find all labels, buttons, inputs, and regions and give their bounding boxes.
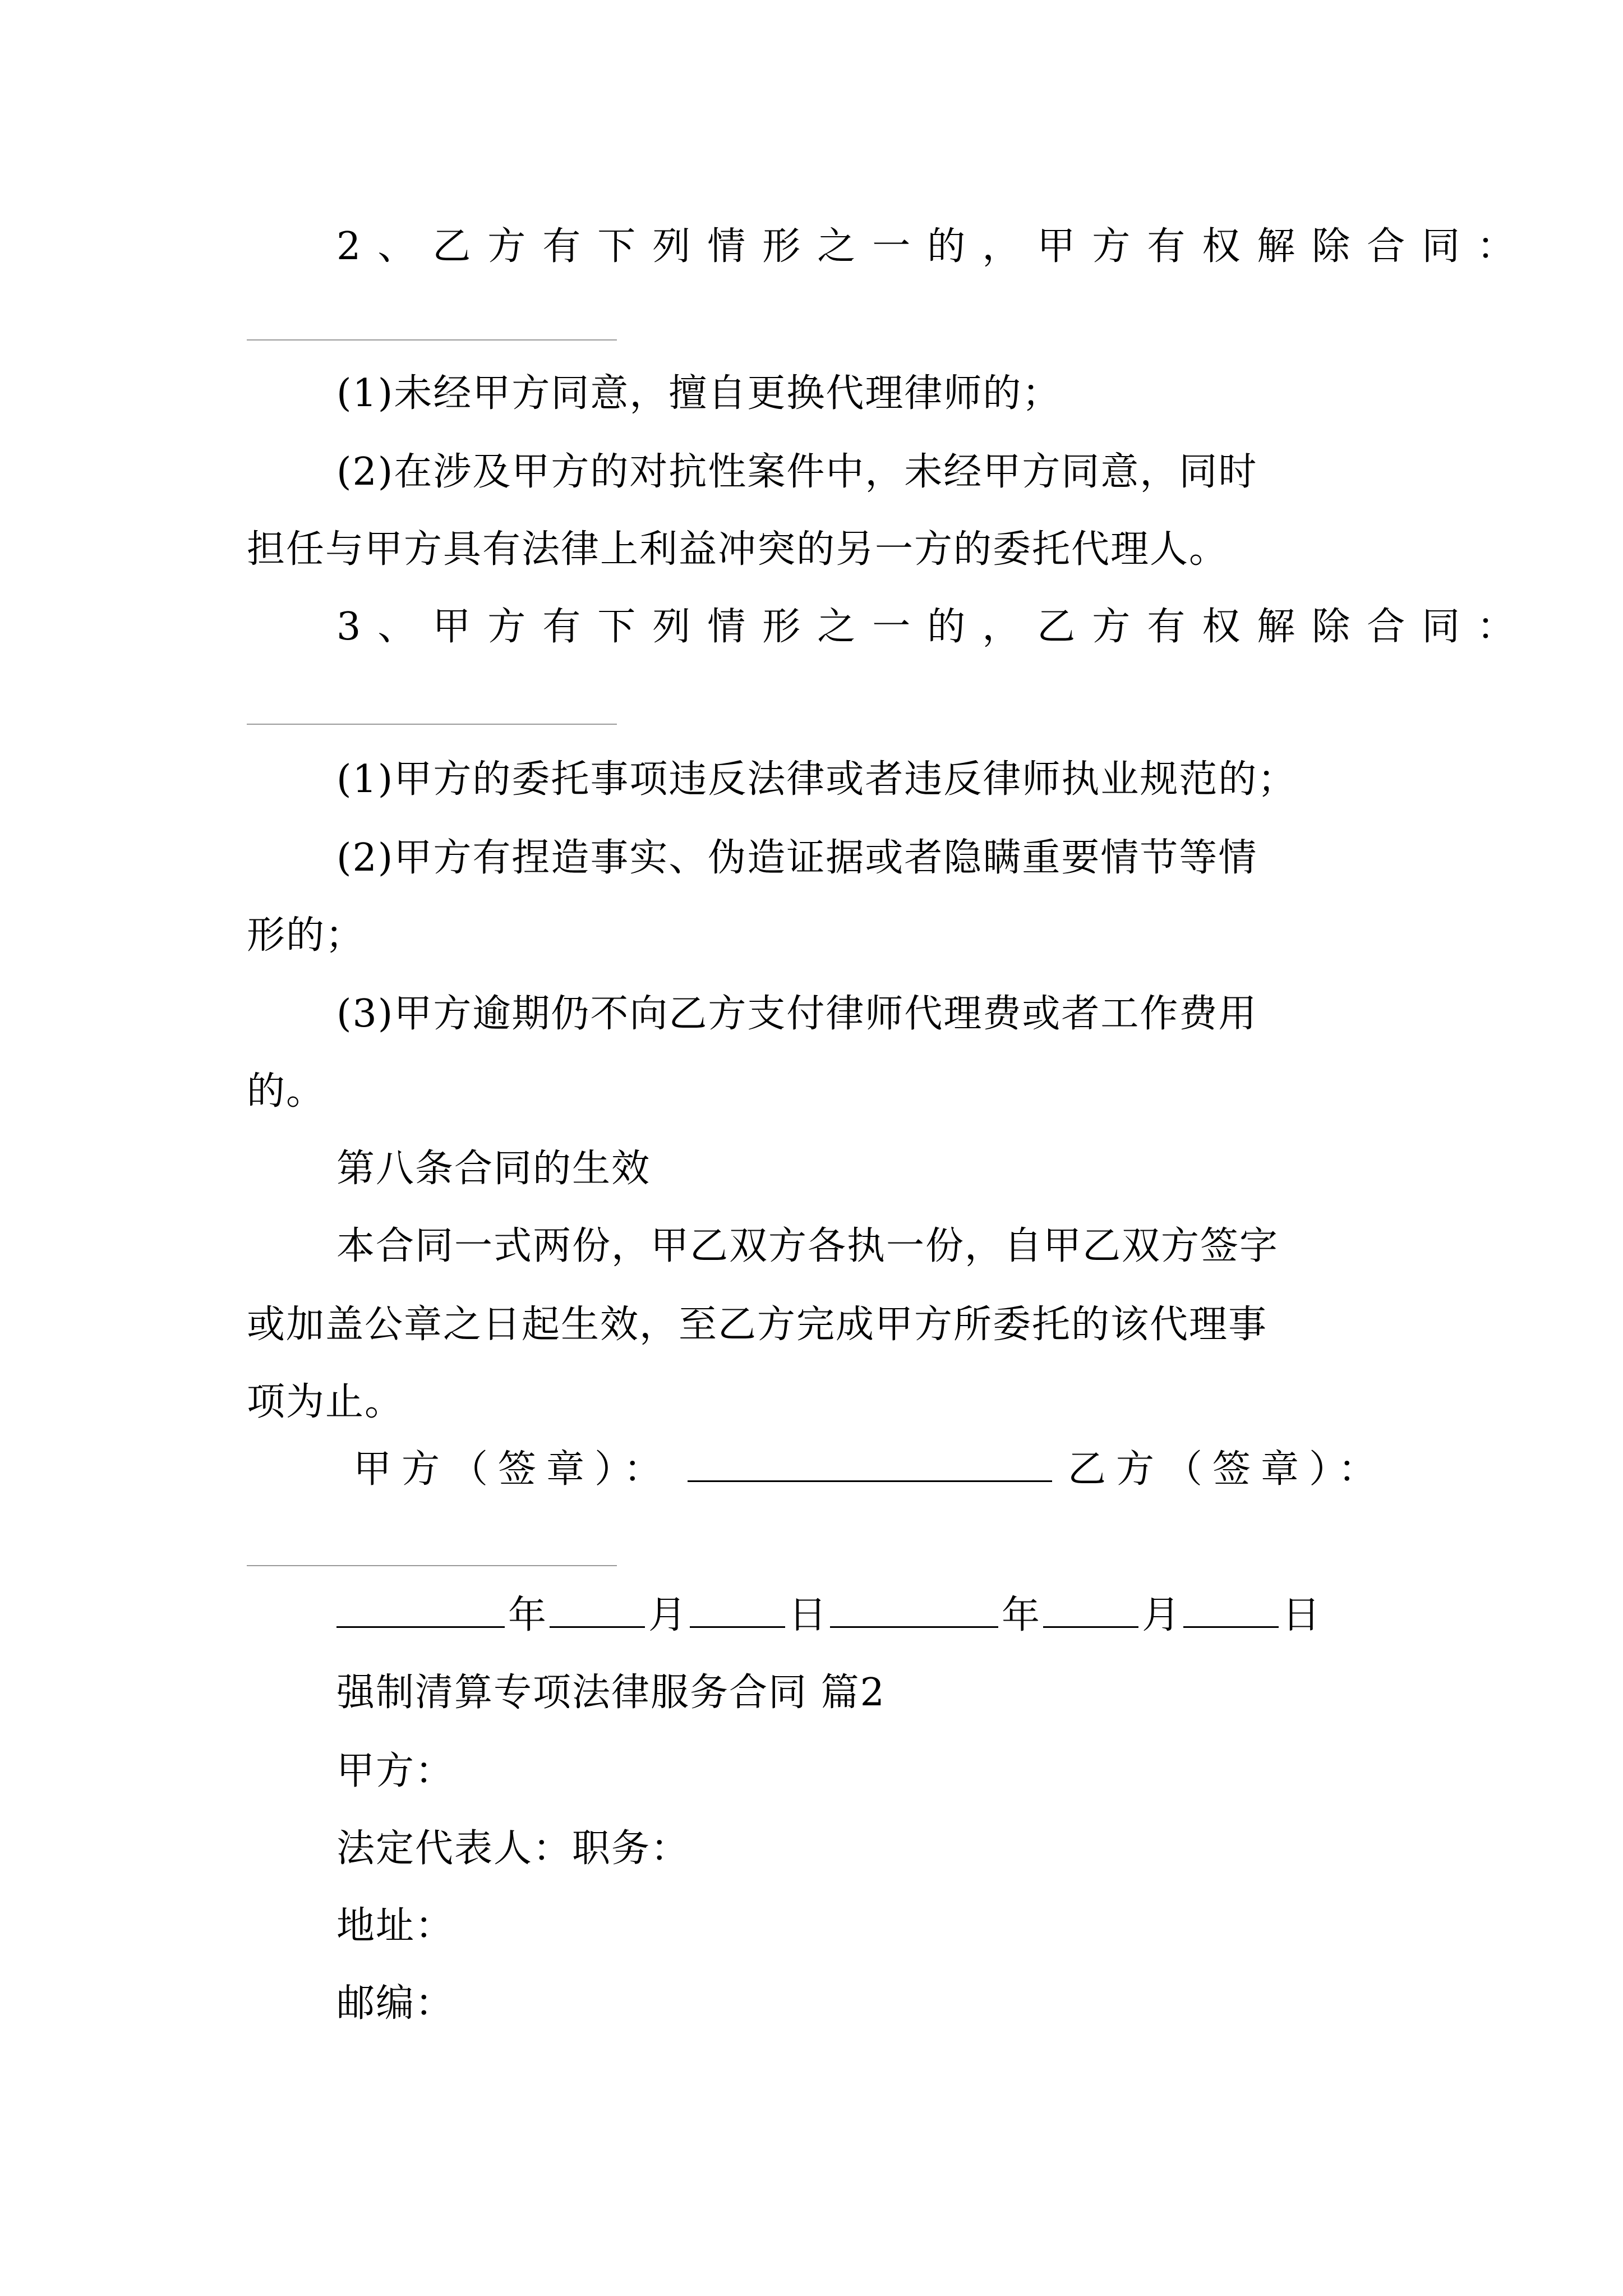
month-label: 月 [648,1593,687,1637]
article-8-body-line-1: 本合同一式两份，甲乙双方各执一份，自甲乙双方签字 [336,1224,1279,1268]
legal-rep-label: 法定代表人：职务： [336,1826,690,1871]
day-label: 日 [1282,1593,1321,1637]
clause-2-item-2-cont: 担任与甲方具有法律上利益冲突的另一方的委托代理人。 [247,527,1229,572]
clause-2-item-1: (1)未经甲方同意，擅自更换代理律师的； [336,371,1062,416]
party-a-signature-label: 甲方（签章）： [353,1447,672,1492]
postcode-label: 邮编： [336,1981,455,2026]
fill-in-rule [247,1565,617,1566]
clause-3-item-3: (3)甲方逾期仍不向乙方支付律师代理费或者工作费用 [336,992,1258,1036]
year-label: 年 [508,1593,547,1637]
clause-3-item-3-cont: 的。 [247,1069,326,1114]
clause-3-item-1: (1)甲方的委托事项违反法律或者违反律师执业规范的； [336,757,1297,802]
year-label: 年 [1002,1593,1040,1637]
year-blank [336,1595,505,1628]
day-label: 日 [789,1593,827,1637]
clause-2-item-2: (2)在涉及甲方的对抗性案件中，未经甲方同意，同时 [336,450,1258,494]
clause-2-heading: 2、乙方有下列情形之一的，甲方有权解除合同： [336,224,1532,269]
fill-in-rule [247,724,617,725]
clause-3-heading: 3、甲方有下列情形之一的，乙方有权解除合同： [336,605,1532,649]
clause-3-item-2-cont: 形的； [247,913,365,958]
article-8-body-line-2: 或加盖公章之日起生效，至乙方完成甲方所委托的该代理事 [247,1303,1268,1347]
section-2-title: 强制清算专项法律服务合同 篇2 [336,1671,886,1715]
party-a-signature-blank [688,1449,1052,1482]
day-blank [1183,1595,1279,1628]
year-blank [830,1595,998,1628]
month-blank [550,1595,645,1628]
month-label: 月 [1142,1593,1181,1637]
signature-row [353,1447,1386,1492]
article-8-title: 第八条合同的生效 [336,1147,651,1191]
party-b-signature-label: 乙方（签章）： [1068,1447,1387,1492]
clause-3-item-2: (2)甲方有捏造事实、伪造证据或者隐瞒重要情节等情 [336,836,1258,880]
fill-in-rule [247,339,617,341]
party-a-label: 甲方： [336,1749,455,1793]
article-8-body-line-3: 项为止。 [247,1380,404,1424]
month-blank [1043,1595,1138,1628]
date-row [336,1593,1324,1638]
address-label: 地址： [336,1904,455,1948]
day-blank [690,1595,785,1628]
